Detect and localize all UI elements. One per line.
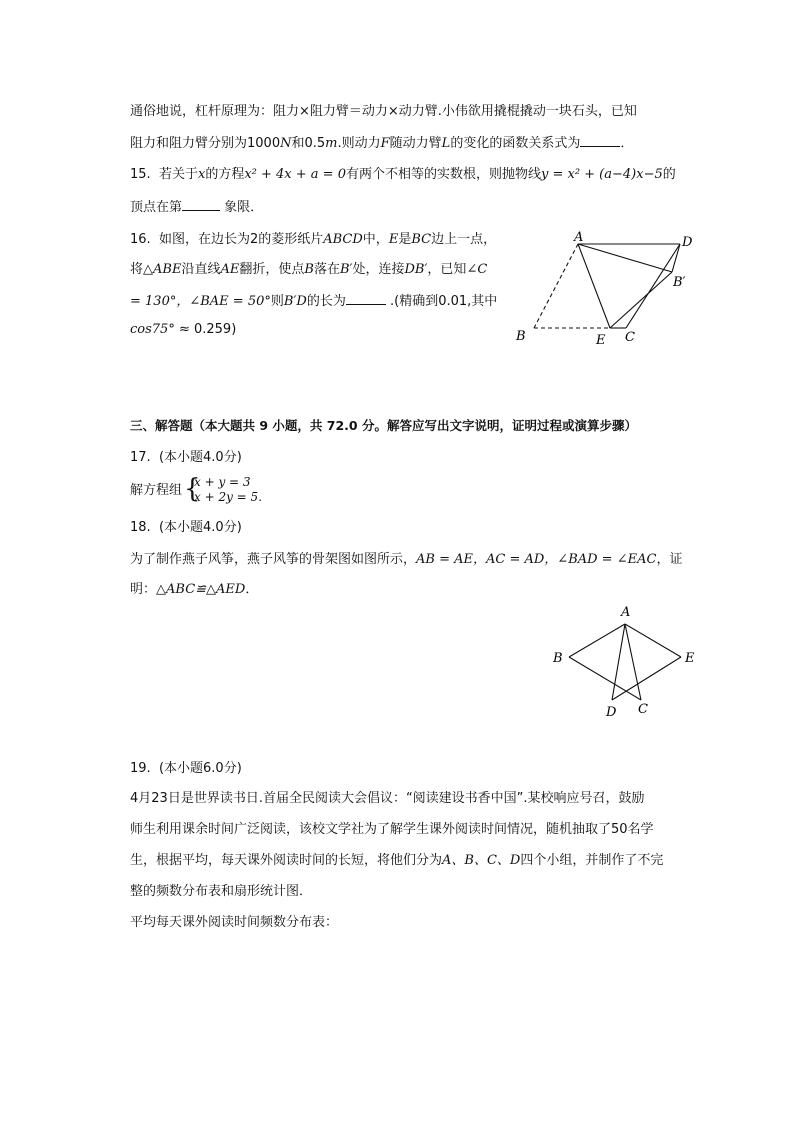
label-A: A xyxy=(621,605,631,620)
label-D: D xyxy=(682,235,693,250)
label-A: A xyxy=(574,230,584,245)
q17-text: 解方程组 xyxy=(130,483,183,498)
answer-blank[interactable] xyxy=(580,132,620,147)
label-E: E xyxy=(685,651,695,666)
q19-line-5: 平均每天课外阅读时间频数分布表： xyxy=(130,915,339,930)
rhombus-fold-figure xyxy=(510,226,710,350)
q19-line-2: 师生利用课余时间广泛阅读，该校文学社为了解学生课外阅读时间情况，随机抽取了50名学 xyxy=(130,822,654,837)
q18-line-1: 为了制作燕子风筝，燕子风筝的骨架图如图所示，AB = AE，AC = AD，∠BAD = ∠EAC，证 xyxy=(130,552,683,567)
question-number: 19. xyxy=(130,761,151,776)
q16-line-2: 将△ABE沿直线AE翻折，使点B落在B′处，连接DB′，已知∠C xyxy=(130,262,488,277)
q15-line-2: 顶点在第 象限． xyxy=(130,196,263,218)
q16-line-3: = 130°，∠BAE = 50°则B′D的长为 .(精确到0.01,其中 xyxy=(130,290,497,312)
q17-header: 17. (本小题4.0分) xyxy=(130,450,242,465)
q15-line-1: 15. 若关于x的方程x² + 4x + a = 0有两个不相等的实数根，则抛物线y = x² + (a−4)x−5的 xyxy=(130,167,676,182)
kite-frame-figure xyxy=(545,600,705,720)
q18-line-2: 明：△ABC≌△AED． xyxy=(130,582,259,597)
equation-brace: { xyxy=(184,474,201,504)
q19-line-1: 4月23日是世界读书日.首届全民阅读大会倡议：“阅读建设书香中国”.某校响应号召，鼓励 xyxy=(130,791,645,806)
label-B: B xyxy=(553,651,563,666)
q19-line-4: 整的频数分布表和扇形统计图． xyxy=(130,884,313,899)
q17-eq1: x + y = 3 xyxy=(194,475,251,489)
question-number: 15. xyxy=(130,167,151,182)
q18-header: 18. (本小题4.0分) xyxy=(130,520,242,535)
q19-header: 19. (本小题6.0分) xyxy=(130,761,242,776)
label-E: E xyxy=(596,333,606,348)
q17-eq2: x + 2y = 5. xyxy=(194,490,263,504)
answer-blank[interactable] xyxy=(346,290,386,305)
q16-line-1: 16. 如图，在边长为2的菱形纸片ABCD中，E是BC边上一点， xyxy=(130,232,497,247)
q16-line-4: cos75° ≈ 0.259) xyxy=(130,322,237,337)
label-Bprime: B′ xyxy=(673,275,686,290)
section-heading: 三、解答题（本大题共 9 小题，共 72.0 分。解答应写出文字说明，证明过程或演算步骤） xyxy=(130,418,637,433)
answer-blank[interactable] xyxy=(182,196,220,211)
question-number: 18. xyxy=(130,520,151,535)
question-number: 17. xyxy=(130,450,151,465)
question-number: 16. xyxy=(130,232,151,247)
label-B: B xyxy=(516,329,526,344)
q14-line-2: 阻力和阻力臂分别为1000N和0.5m.则动力F随动力臂L的变化的函数关系式为 ． xyxy=(130,132,633,154)
label-D: D xyxy=(606,705,617,720)
label-C: C xyxy=(625,330,635,345)
q19-line-3: 生，根据平均，每天课外阅读时间的长短，将他们分为A、B、C、D四个小组，并制作了不完 xyxy=(130,853,664,868)
label-C: C xyxy=(638,702,648,717)
q14-line-1: 通俗地说，杠杆原理为：阻力×阻力臂＝动力×动力臂.小伟欲用撬棍撬动一块石头，已知 xyxy=(130,104,637,119)
